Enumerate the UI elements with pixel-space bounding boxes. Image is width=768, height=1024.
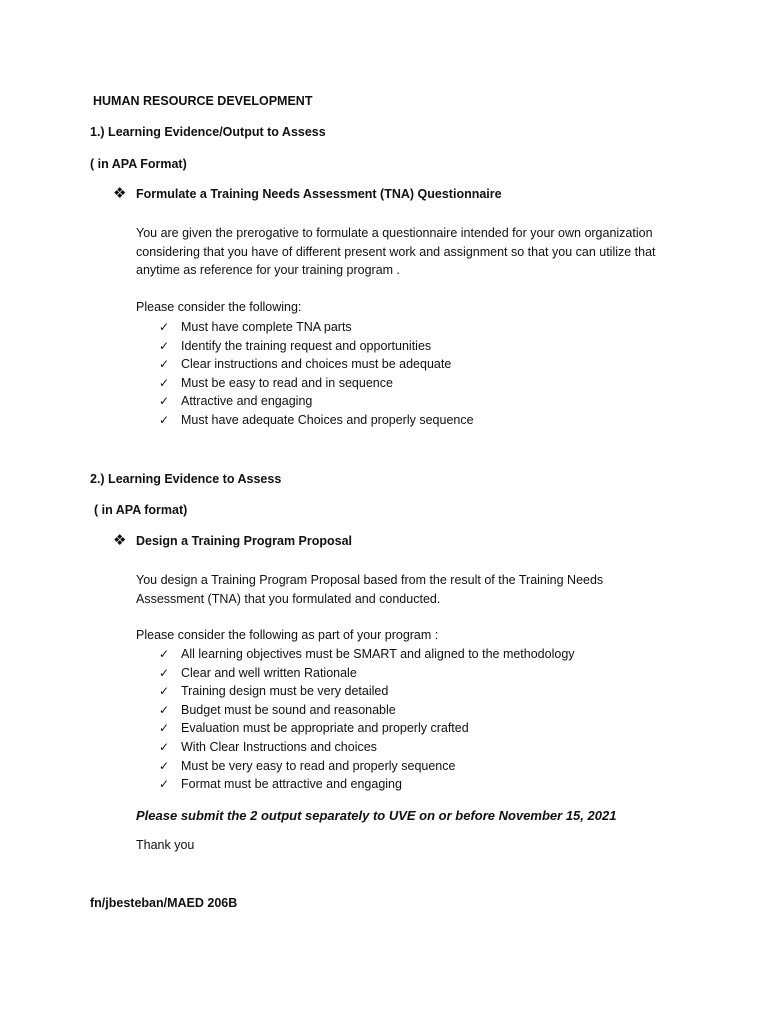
checklist-item-label: Budget must be sound and reasonable	[181, 702, 396, 717]
checkmark-icon: ✓	[159, 320, 170, 334]
checklist-item-label: With Clear Instructions and choices	[181, 739, 377, 754]
checklist-item-label: Must be easy to read and in sequence	[181, 375, 393, 390]
checkmark-icon: ✓	[159, 777, 170, 792]
checklist-item-label: Attractive and engaging	[181, 394, 313, 409]
section2-task: Design a Training Program Proposal	[136, 534, 353, 548]
checkmark-icon: ✓	[159, 375, 170, 390]
section1-description	[136, 224, 656, 280]
checklist-item-label: Must be very easy to read and properly sequence	[181, 758, 456, 773]
checkmark-icon: ✓	[159, 665, 170, 680]
section2-description	[136, 571, 603, 608]
section2-consider-label: Please consider the following as part of your program :	[136, 628, 439, 642]
diamond-bullet-icon: ❖	[113, 532, 127, 549]
checklist-item-label: Training design must be very detailed	[181, 684, 389, 699]
description-line: You design a Training Program Proposal based from the result of the Training Needs	[136, 573, 604, 587]
submission-note: Please submit the 2 output separately to UVE on or before November 15, 2021	[136, 808, 617, 823]
checklist-item-label: All learning objectives must be SMART and aligned to the methodology	[181, 647, 575, 661]
checklist-item-label: Clear instructions and choices must be adequate	[181, 357, 452, 372]
checkmark-icon: ✓	[159, 412, 170, 427]
checklist-item-label: Must have adequate Choices and properly sequence	[181, 412, 474, 427]
section1-format: ( in APA Format)	[90, 157, 187, 171]
checkmark-icon: ✓	[159, 357, 170, 372]
section1-heading: 1.) Learning Evidence/Output to Assess	[90, 125, 326, 139]
checkmark-icon: ✓	[159, 758, 170, 773]
section1-task: Formulate a Training Needs Assessment (TNA) Questionnaire	[136, 187, 502, 201]
checklist-item-label: Must have complete TNA parts	[181, 320, 352, 334]
document-title: HUMAN RESOURCE DEVELOPMENT	[93, 94, 313, 108]
checkmark-icon: ✓	[159, 684, 170, 699]
diamond-bullet-icon: ❖	[113, 185, 127, 202]
checklist-item-label: Evaluation must be appropriate and properly crafted	[181, 721, 469, 736]
checkmark-icon: ✓	[159, 647, 170, 661]
description-line: considering that you have of different present work and assignment so that you can utilize that	[136, 244, 656, 259]
checkmark-icon: ✓	[159, 338, 170, 353]
checklist-item-label: Clear and well written Rationale	[181, 665, 357, 680]
description-line: Assessment (TNA) that you formulated and conducted.	[136, 591, 441, 606]
checkmark-icon: ✓	[159, 739, 170, 754]
closing-text: Thank you	[136, 838, 195, 852]
checklist-item-label: Format must be attractive and engaging	[181, 777, 402, 792]
checkmark-icon: ✓	[159, 721, 170, 736]
checkmark-icon: ✓	[159, 394, 170, 409]
footer-reference: fn/jbesteban/MAED 206B	[90, 896, 238, 910]
section2-heading: 2.) Learning Evidence to Assess	[90, 472, 282, 486]
description-line: You are given the prerogative to formulate a questionnaire intended for your own organization	[136, 226, 653, 240]
checklist-item-label: Identify the training request and opportunities	[181, 338, 432, 353]
section2-format: ( in APA format)	[94, 503, 188, 517]
description-line: anytime as reference for your training program .	[136, 263, 401, 277]
checkmark-icon: ✓	[159, 702, 170, 717]
section1-consider-label: Please consider the following:	[136, 300, 302, 314]
